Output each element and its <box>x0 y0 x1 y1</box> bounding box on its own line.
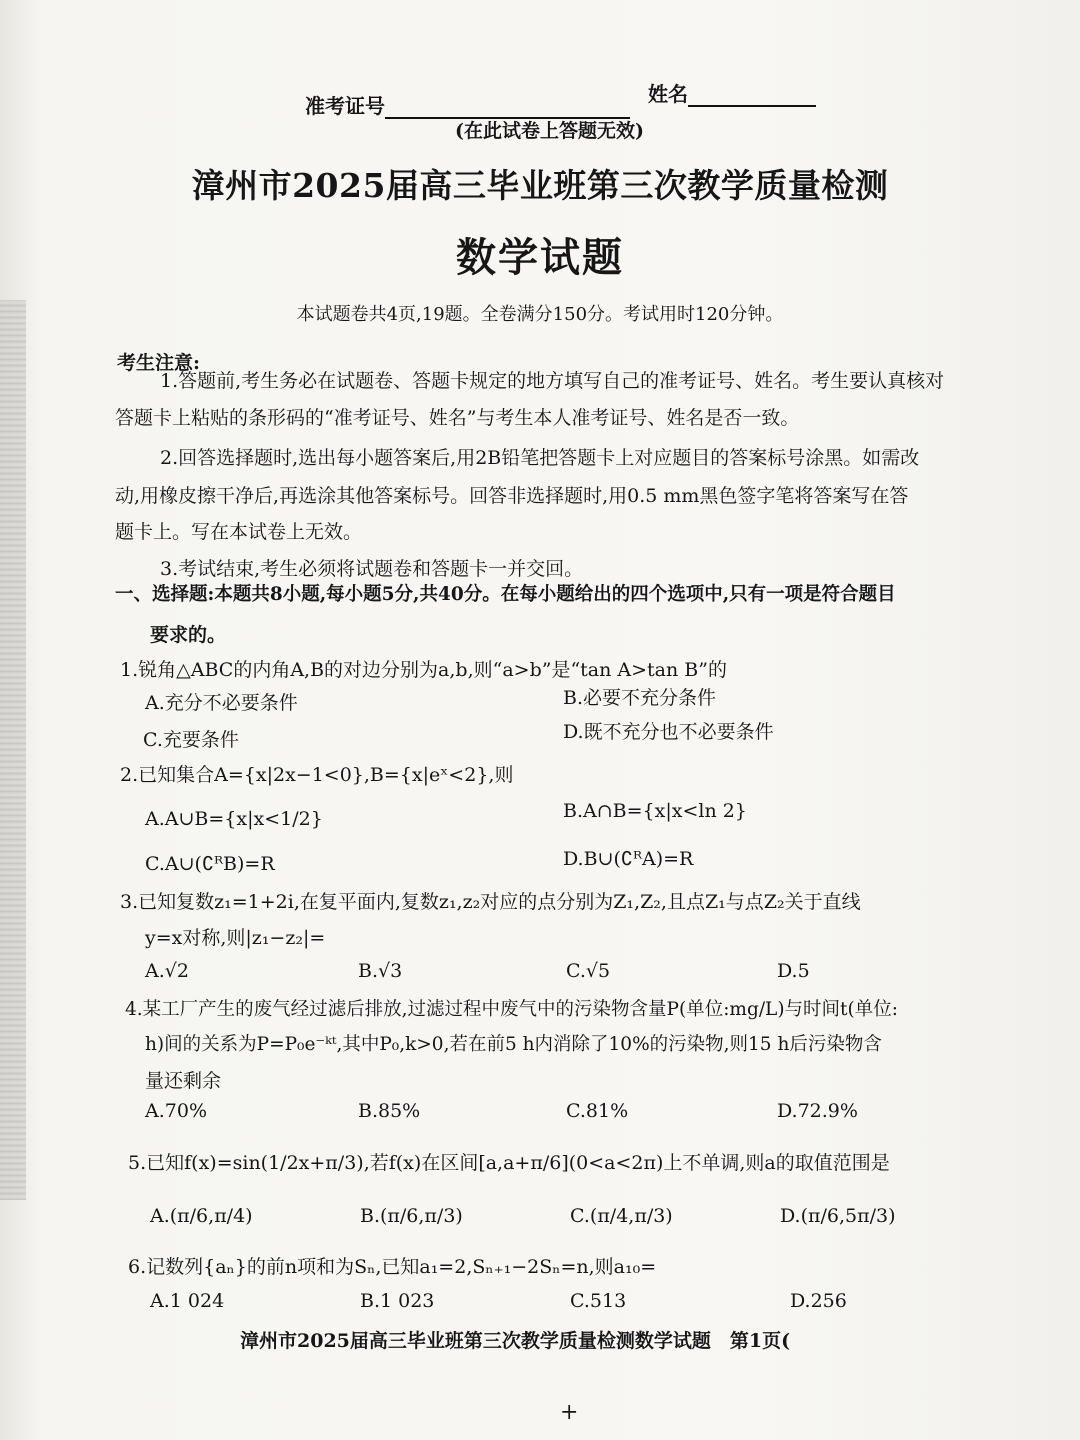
q6-stem: 6.记数列{aₙ}的前n项和为Sₙ,已知a₁=2,Sₙ₊₁−2Sₙ=n,则a₁₀= <box>128 1256 657 1278</box>
note-2-line-3: 题卡上。写在本试卷上无效。 <box>115 521 363 543</box>
q6-option-d: D.256 <box>790 1290 847 1312</box>
notes-heading: 考生注意: <box>117 352 201 374</box>
q4-option-c: C.81% <box>566 1100 629 1122</box>
q1-option-c: C.充要条件 <box>143 729 239 751</box>
q3-option-a: A.√2 <box>145 960 189 982</box>
scan-shadow <box>0 300 26 1200</box>
q2-option-b: B.A∩B={x|x<ln 2} <box>563 800 747 822</box>
note-1-line-1: 1.答题前,考生务必在试题卷、答题卡规定的地方填写自己的准考证号、姓名。考生要认真核对 <box>160 370 945 392</box>
q2-option-c: C.A∪(∁ᴿB)=R <box>145 853 275 875</box>
exam-title: 漳州市2025届高三毕业班第三次教学质量检测 <box>191 166 889 205</box>
q3-stem-line-2: y=x对称,则|z₁−z₂|= <box>145 927 326 949</box>
q6-option-c: C.513 <box>570 1290 627 1312</box>
name-label: 姓名 <box>648 82 688 106</box>
name-underline <box>688 83 816 107</box>
q5-stem: 5.已知f(x)=sin(1/2x+π/3),若f(x)在区间[a,a+π/6](0<a<2π)上不单调,则a的取值范围是 <box>128 1152 890 1174</box>
q2-stem: 2.已知集合A={x|2x−1<0},B={x|eˣ<2},则 <box>120 764 514 786</box>
page-mark: + <box>560 1400 579 1425</box>
section-1-heading-cont: 要求的。 <box>150 624 227 646</box>
name-field <box>648 78 816 107</box>
q6-option-b: B.1 023 <box>360 1290 435 1312</box>
q5-option-a: A.(π/6,π/4) <box>150 1205 253 1227</box>
q3-option-c: C.√5 <box>566 960 611 982</box>
section-1-heading: 一、选择题:本题共8小题,每小题5分,共40分。在每小题给出的四个选项中,只有一项是符合题目 <box>115 584 896 605</box>
q4-option-b: B.85% <box>358 1100 421 1122</box>
page-footer: 漳州市2025届高三毕业班第三次教学质量检测数学试题 第1页( <box>240 1330 791 1352</box>
q1-option-d: D.既不充分也不必要条件 <box>563 721 774 743</box>
q4-option-d: D.72.9% <box>777 1100 858 1122</box>
q3-stem-line-1: 3.已知复数z₁=1+2i,在复平面内,复数z₁,z₂对应的点分别为Z₁,Z₂,且点Z₁与点Z₂关于直线 <box>120 891 861 913</box>
q5-option-d: D.(π/6,5π/3) <box>780 1205 896 1227</box>
q2-option-a: A.A∪B={x|x<1/2} <box>145 808 323 830</box>
q2-option-d: D.B∪(∁ᴿA)=R <box>563 848 694 870</box>
note-3: 3.考试结束,考生必须将试题卷和答题卡一并交回。 <box>160 558 584 580</box>
q5-option-c: C.(π/4,π/3) <box>570 1205 673 1227</box>
q1-option-b: B.必要不充分条件 <box>563 687 717 709</box>
q1-stem: 1.锐角△ABC的内角A,B的对边分别为a,b,则“a>b”是“tan A>tan B”的 <box>120 659 727 681</box>
exam-info: 本试题卷共4页,19题。全卷满分150分。考试用时120分钟。 <box>296 304 784 325</box>
q5-option-b: B.(π/6,π/3) <box>360 1205 463 1227</box>
admission-label: 准考证号 <box>305 94 385 118</box>
answer-warning: (在此试卷上答题无效) <box>455 120 644 142</box>
subject-title: 数学试题 <box>456 234 624 281</box>
q3-option-d: D.5 <box>777 960 810 982</box>
q3-option-b: B.√3 <box>358 960 403 982</box>
q6-option-a: A.1 024 <box>150 1290 225 1312</box>
admission-number-field <box>305 90 630 119</box>
note-2-line-2: 动,用橡皮擦干净后,再选涂其他答案标号。回答非选择题时,用0.5 mm黑色签字笔将答案写在答 <box>115 485 909 507</box>
q4-stem-line-2: h)间的关系为P=P₀e⁻ᵏᵗ,其中P₀,k>0,若在前5 h内消除了10%的污染物,则15 h后污染物含 <box>145 1034 882 1055</box>
note-2-line-1: 2.回答选择题时,选出每小题答案后,用2B铅笔把答题卡上对应题目的答案标号涂黑。如需改 <box>160 447 920 469</box>
note-1-line-2: 答题卡上粘贴的条形码的“准考证号、姓名”与考生本人准考证号、姓名是否一致。 <box>115 407 800 429</box>
q1-option-a: A.充分不必要条件 <box>145 692 298 714</box>
q4-stem-line-1: 4.某工厂产生的废气经过滤后排放,过滤过程中废气中的污染物含量P(单位:mg/L)与时间t(单位: <box>125 999 898 1020</box>
q4-option-a: A.70% <box>145 1100 207 1122</box>
q4-stem-line-3: 量还剩余 <box>145 1070 222 1092</box>
